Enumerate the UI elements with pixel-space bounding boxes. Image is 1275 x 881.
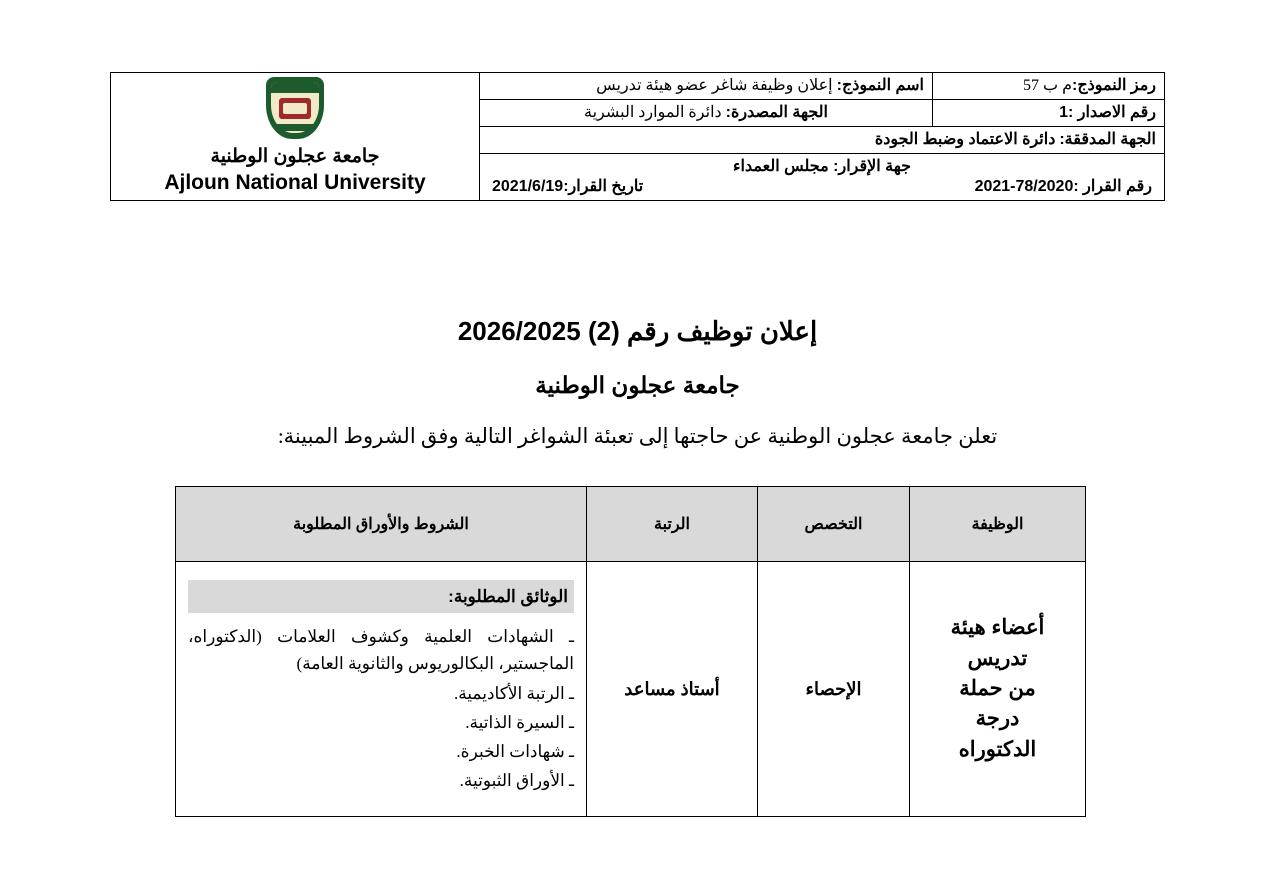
form-name-cell — [480, 73, 933, 100]
audit-department-label: الجهة المدققة: — [1059, 131, 1156, 148]
announcement-subtitle: جامعة عجلون الوطنية — [535, 372, 740, 398]
cell-rank: أستاذ مساعد — [587, 562, 758, 817]
decision-date — [492, 177, 643, 197]
list-item: ـ السيرة الذاتية. — [465, 712, 574, 732]
form-name-value: إعلان وظيفة شاغر عضو هيئة تدريس — [596, 77, 833, 94]
decision-date-value: 2021/6/19 — [492, 178, 564, 195]
form-code-value: م ب 57 — [1023, 77, 1072, 94]
list-item: ـ الأوراق الثبوتية. — [459, 771, 574, 791]
university-identity-cell — [111, 73, 480, 201]
decision-date-label: تاريخ القرار: — [563, 178, 644, 195]
university-shield-icon — [266, 77, 324, 139]
audit-department-cell — [480, 127, 1165, 154]
form-name-label: اسم النموذج: — [836, 77, 924, 94]
university-name-english: Ajloun National University — [164, 171, 426, 195]
job-title-line-4: درجة — [975, 707, 1020, 731]
audit-department-value: دائرة الاعتماد وضبط الجودة — [874, 131, 1056, 148]
announcement-intro: تعلن جامعة عجلون الوطنية عن حاجتها إلى تعبئة الشواغر التالية وفق الشروط المبينة: — [277, 424, 998, 448]
list-item: ـ شهادات الخبرة. — [456, 741, 574, 761]
decision-number-value: 78/2020-2021 — [974, 178, 1074, 195]
job-title-line-5: الدكتوراه — [958, 737, 1037, 761]
job-title-line-3: من حملة — [959, 676, 1036, 700]
decision-number-label: رقم القرار : — [1073, 178, 1152, 195]
issue-number-cell — [933, 100, 1165, 127]
source-department-value: دائرة الموارد البشرية — [584, 104, 722, 121]
approval-authority-value: مجلس العمداء — [733, 158, 829, 175]
issue-number-label: رقم الاصدار : — [1068, 104, 1156, 121]
list-item: ـ الشهادات العلمية وكشوف العلامات (الدكتوراه، الماجستير، البكالوريوس والثانوية العامة) — [188, 627, 574, 674]
table-header-row — [176, 487, 1086, 562]
vacancies-table — [175, 486, 1086, 817]
form-code-label: رمز النموذج: — [1071, 77, 1156, 94]
cell-job-title — [910, 562, 1086, 817]
header-row-form-name — [111, 73, 1165, 100]
job-title-line-1: أعضاء هيئة — [950, 616, 1045, 640]
approval-cell — [480, 154, 1165, 201]
approval-authority-line — [488, 157, 1156, 177]
column-header-conditions: الشروط والأوراق المطلوبة — [176, 487, 587, 562]
announcement-title: إعلان توظيف رقم (2) 2026/2025 — [457, 316, 818, 346]
university-name-arabic: جامعة عجلون الوطنية — [210, 145, 380, 167]
form-code-cell — [933, 73, 1165, 100]
decision-number — [975, 177, 1152, 197]
column-header-specialty: التخصص — [758, 487, 910, 562]
column-header-rank: الرتبة — [587, 487, 758, 562]
table-row — [176, 562, 1086, 817]
cell-conditions — [176, 562, 587, 817]
list-item: ـ الرتبة الأكاديمية. — [453, 683, 574, 703]
source-department-label: الجهة المصدرة: — [725, 104, 828, 121]
job-title-line-2: تدريس — [967, 646, 1028, 670]
document-header-table — [110, 72, 1165, 201]
cell-specialty: الإحصاء — [758, 562, 910, 817]
issue-number-value: 1 — [1059, 104, 1069, 121]
decision-line — [488, 177, 1156, 197]
source-department-cell — [480, 100, 933, 127]
required-documents-heading: الوثائق المطلوبة: — [188, 580, 574, 613]
approval-authority-label: جهة الإقرار: — [833, 158, 911, 175]
required-documents-list — [188, 623, 574, 794]
column-header-job: الوظيفة — [910, 487, 1086, 562]
